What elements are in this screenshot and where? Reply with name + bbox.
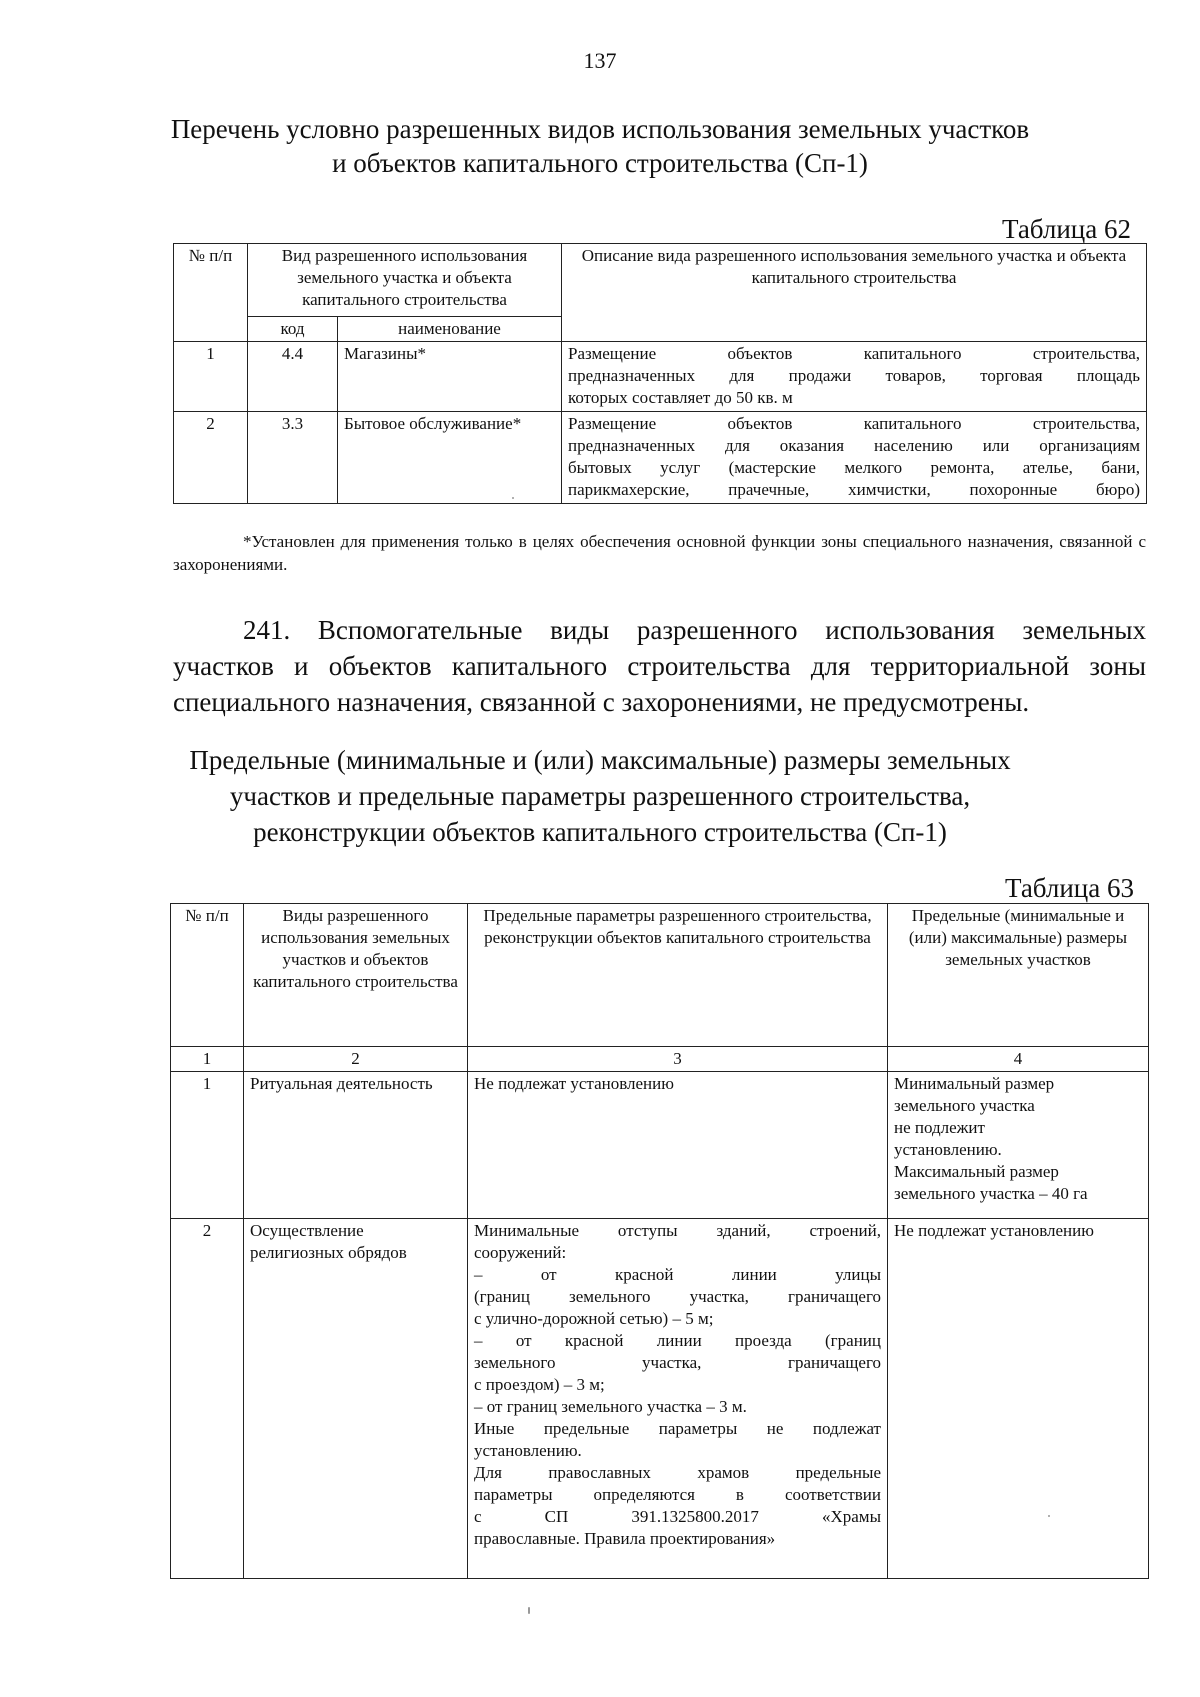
params-line: Иные предельные параметры не подлежат [474, 1419, 881, 1438]
desc-line: Размещение объектов капитального строительства, [568, 344, 1140, 363]
table63-colnum: 4 [888, 1047, 1149, 1072]
scan-speck [528, 1607, 530, 1614]
table62-caption: Таблица 62 [1002, 214, 1131, 244]
table62-row1-name: Магазины* [338, 342, 562, 412]
params-line: – от границ земельного участка – 3 м. [474, 1397, 747, 1416]
table63-row1-params [468, 1072, 888, 1219]
table63-header-vid: Виды разрешенного использования земельных участков и объектов капитального строительства [244, 904, 468, 1047]
table62-header-desc: Описание вида разрешенного использования земельного участка и объекта капитального строительства [562, 244, 1147, 342]
table62-header-row [174, 244, 1147, 317]
footnote: *Установлен для применения только в целях обеспечения основной функции зоны специального назначения, связанной с захоронениями. [173, 532, 1146, 574]
params-line: Не подлежат установлению [474, 1074, 674, 1093]
sizes-line: Не подлежат установлению [894, 1221, 1094, 1240]
sizes-line: земельного участка [894, 1096, 1035, 1115]
table63-row2-num: 2 [171, 1219, 244, 1579]
table-62 [173, 243, 1147, 504]
table-row [171, 1072, 1149, 1219]
table62-header-name: наименование [338, 317, 562, 342]
sizes-line: установлению. [894, 1140, 1002, 1159]
section2-title-line: участков и предельные параметры разрешенного строительства, [229, 781, 971, 811]
table62-header-kod: код [248, 317, 338, 342]
params-line: сооружений: [474, 1243, 567, 1262]
params-line: параметры определяются в соответствии [474, 1485, 881, 1504]
params-line: установлению. [474, 1441, 582, 1460]
params-line: с улично-дорожной сетью) – 5 м; [474, 1309, 714, 1328]
table-row [174, 412, 1147, 504]
section1-title [120, 112, 1080, 180]
sizes-line: Минимальный размер [894, 1074, 1055, 1093]
desc-line: которых составляет до 50 кв. м [568, 388, 793, 407]
params-line: земельного участка, граничащего [474, 1353, 881, 1372]
params-line: православные. Правила проектирования» [474, 1529, 776, 1548]
section1-title-line: Перечень условно разрешенных видов использования земельных участков [170, 114, 1030, 144]
table63-colnum: 3 [468, 1047, 888, 1072]
scan-speck [1048, 1515, 1050, 1517]
params-line: – от красной линии проезда (границ [474, 1331, 881, 1350]
table62-row2-kod: 3.3 [248, 412, 338, 504]
desc-line: бытовых услуг (мастерские мелкого ремонта, ателье, бани, [568, 458, 1140, 477]
sizes-line: земельного участка – 40 га [894, 1184, 1088, 1203]
page-number: 137 [583, 48, 617, 73]
params-line: Минимальные отступы зданий, строений, [474, 1221, 881, 1240]
section1-title-line: и объектов капитального строительства (Сп-1) [332, 148, 868, 178]
table63-colnum: 2 [244, 1047, 468, 1072]
table63-row1-vid: Ритуальная деятельность [244, 1072, 468, 1219]
desc-line: Размещение объектов капитального строительства, [568, 414, 1140, 433]
table63-row2-params [468, 1219, 888, 1579]
table62-header-vid: Вид разрешенного использования земельного участка и объекта капитального строительства [248, 244, 562, 317]
section2-title-line: Предельные (минимальные и (или) максимальные) размеры земельных [189, 745, 1011, 775]
table62-row1-kod: 4.4 [248, 342, 338, 412]
params-line: – от красной линии улицы [474, 1265, 881, 1284]
params-line: с проездом) – 3 м; [474, 1375, 605, 1394]
table63-row2-sizes [888, 1219, 1149, 1579]
table63-caption: Таблица 63 [1005, 873, 1134, 903]
paragraph-241: 241. Вспомогательные виды разрешенного использования земельных участков и объектов капитального строительства для территориальной зоны специального назначения, связанной с захоронениями, не предусмотрены. [173, 615, 1146, 717]
table63-colnum: 1 [171, 1047, 244, 1072]
table62-header-num: № п/п [174, 244, 248, 342]
table-row [171, 1219, 1149, 1579]
table62-row2-desc [562, 412, 1147, 504]
table63-header-sizes: Предельные (минимальные и (или) максимальные) размеры земельных участков [888, 904, 1149, 1047]
section2-title-line: реконструкции объектов капитального строительства (Сп-1) [253, 817, 947, 847]
table-63 [170, 903, 1149, 1579]
params-line: (границ земельного участка, граничащего [474, 1287, 881, 1306]
section2-title [120, 742, 1080, 850]
table63-header-num: № п/п [171, 904, 244, 1047]
table62-row1-desc [562, 342, 1147, 412]
table62-row2-num: 2 [174, 412, 248, 504]
table63-header-params: Предельные параметры разрешенного строительства, реконструкции объектов капитального строительства [468, 904, 888, 1047]
sizes-line: Максимальный размер [894, 1162, 1059, 1181]
sizes-line: не подлежит [894, 1118, 985, 1137]
params-line: Для православных храмов предельные [474, 1463, 881, 1482]
table-row [174, 342, 1147, 412]
table63-colnum-row [171, 1047, 1149, 1072]
desc-line: предназначенных для оказания населению или организациям [568, 436, 1140, 455]
table62-row1-num: 1 [174, 342, 248, 412]
params-line: с СП 391.1325800.2017 «Храмы [474, 1507, 881, 1526]
desc-line: предназначенных для продажи товаров, торговая площадь [568, 366, 1140, 385]
table63-row2-vid: Осуществление религиозных обрядов [244, 1219, 468, 1579]
table63-row1-num: 1 [171, 1072, 244, 1219]
table62-row2-name: Бытовое обслуживание* [338, 412, 562, 504]
scan-speck [512, 497, 514, 499]
table63-row1-sizes [888, 1072, 1149, 1219]
desc-line: парикмахерские, прачечные, химчистки, похоронные бюро) [568, 480, 1140, 499]
table63-header-row [171, 904, 1149, 1047]
